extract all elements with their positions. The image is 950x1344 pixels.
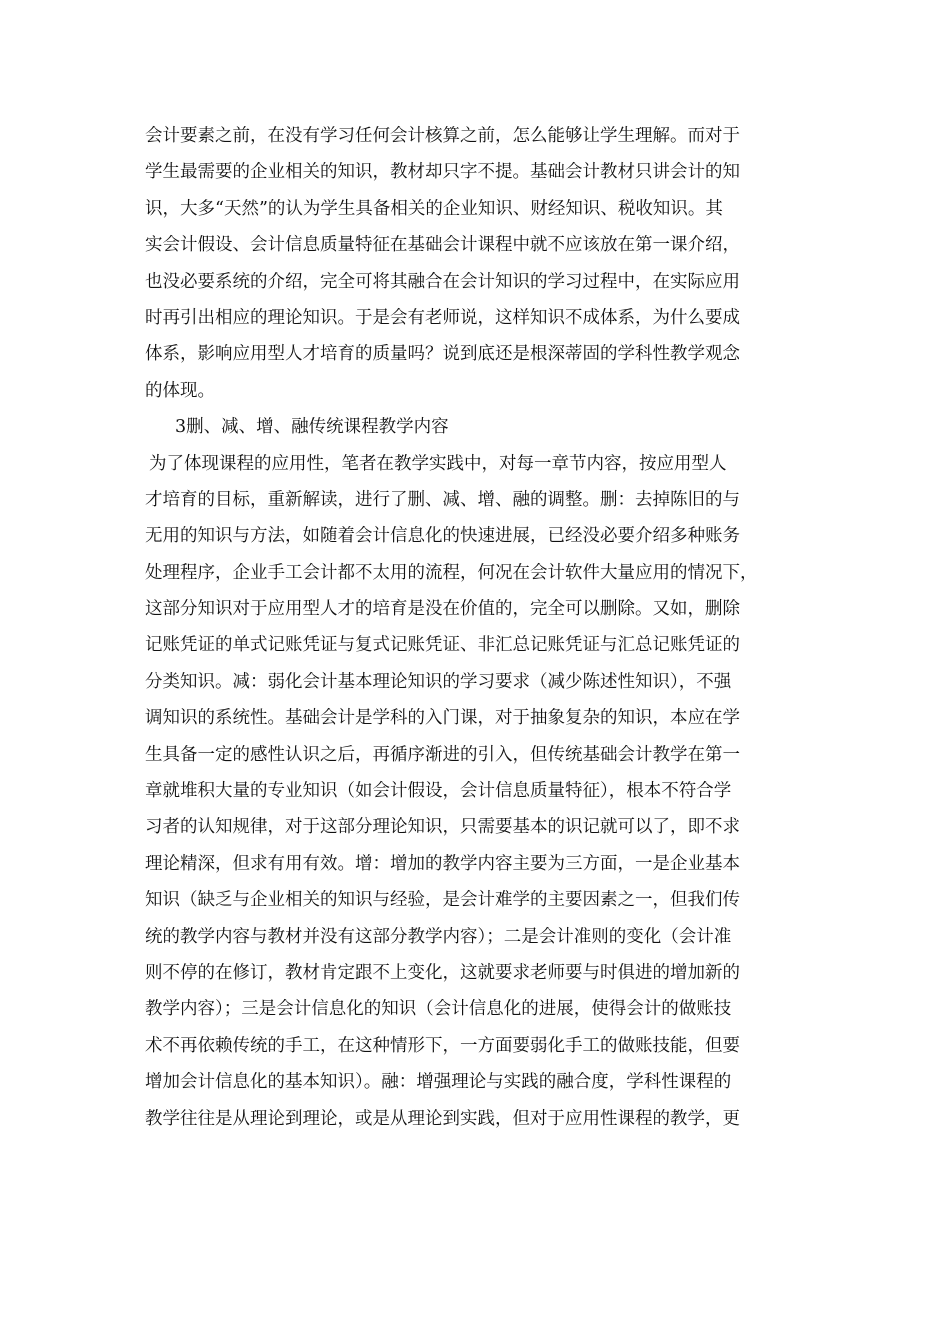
paragraph-line: 调知识的系统性。基础会计是学科的入门课，对于抽象复杂的知识，本应在学 bbox=[145, 708, 740, 729]
paragraph-line: 才培育的目标，重新解读，进行了删、减、增、融的调整。删：去掉陈旧的与 bbox=[145, 489, 740, 510]
paragraph-line: 生具备一定的感性认识之后，再循序渐进的引入，但传统基础会计教学在第一 bbox=[145, 744, 740, 765]
paragraph-line: 知识（缺乏与企业相关的知识与经验，是会计难学的主要因素之一，但我们传 bbox=[145, 890, 740, 911]
paragraph-line: 为了体现课程的应用性，笔者在教学实践中，对每一章节内容，按应用型人 bbox=[149, 453, 727, 474]
paragraph-line: 术不再依赖传统的手工，在这种情形下，一方面要弱化手工的做账技能，但要 bbox=[145, 1035, 740, 1056]
paragraph-line: 识，大多“天然”的认为学生具备相关的企业知识、财经知识、税收知识。其 bbox=[145, 198, 723, 219]
paragraph-line: 增加会计信息化的基本知识）。融：增强理论与实践的融合度，学科性课程的 bbox=[145, 1072, 732, 1093]
paragraph-line: 的体现。 bbox=[145, 380, 215, 401]
paragraph-line: 处理程序，企业手工会计都不太用的流程，何况在会计软件大量应用的情况下， bbox=[145, 562, 758, 583]
paragraph-line: 教学往往是从理论到理论，或是从理论到实践，但对于应用性课程的教学，更 bbox=[145, 1108, 740, 1129]
paragraph-line: 理论精深，但求有用有效。增：增加的教学内容主要为三方面，一是企业基本 bbox=[145, 853, 740, 874]
paragraph-line: 学生最需要的企业相关的知识，教材却只字不提。基础会计教材只讲会计的知 bbox=[145, 162, 740, 183]
paragraph-line: 则不停的在修订，教材肯定跟不上变化，这就要求老师要与时俱进的增加新的 bbox=[145, 962, 740, 983]
paragraph-line: 这部分知识对于应用型人才的培育是没在价值的，完全可以删除。又如，删除 bbox=[145, 599, 740, 620]
paragraph-line: 统的教学内容与教材并没有这部分教学内容）；二是会计准则的变化（会计准 bbox=[145, 926, 732, 947]
paragraph-line: 无用的知识与方法，如随着会计信息化的快速进展，已经没必要介绍多种账务 bbox=[145, 526, 740, 547]
body-text bbox=[145, 118, 805, 1137]
paragraph-line: 体系，影响应用型人才培育的质量吗？说到底还是根深蒂固的学科性教学观念 bbox=[145, 344, 740, 365]
paragraph-line: 时再引出相应的理论知识。于是会有老师说，这样知识不成体系，为什么要成 bbox=[145, 307, 740, 328]
section-heading: 3删、减、增、融传统课程教学内容 bbox=[175, 417, 449, 438]
paragraph-line: 也没必要系统的介绍，完全可将其融合在会计知识的学习过程中，在实际应用 bbox=[145, 271, 740, 292]
paragraph-line: 记账凭证的单式记账凭证与复式记账凭证、非汇总记账凭证与汇总记账凭证的 bbox=[145, 635, 740, 656]
paragraph-line: 教学内容）；三是会计信息化的知识（会计信息化的进展，使得会计的做账技 bbox=[145, 999, 732, 1020]
paragraph-line: 分类知识。减：弱化会计基本理论知识的学习要求（减少陈述性知识），不强 bbox=[145, 671, 732, 692]
paragraph-line: 章就堆积大量的专业知识（如会计假设，会计信息质量特征），根本不符合学 bbox=[145, 781, 732, 802]
paragraph-line: 实会计假设、会计信息质量特征在基础会计课程中就不应该放在第一课介绍， bbox=[145, 235, 740, 256]
paragraph-line: 会计要素之前，在没有学习任何会计核算之前，怎么能够让学生理解。而对于 bbox=[145, 126, 740, 146]
paragraph-line: 习者的认知规律，对于这部分理论知识，只需要基本的识记就可以了，即不求 bbox=[145, 817, 740, 838]
